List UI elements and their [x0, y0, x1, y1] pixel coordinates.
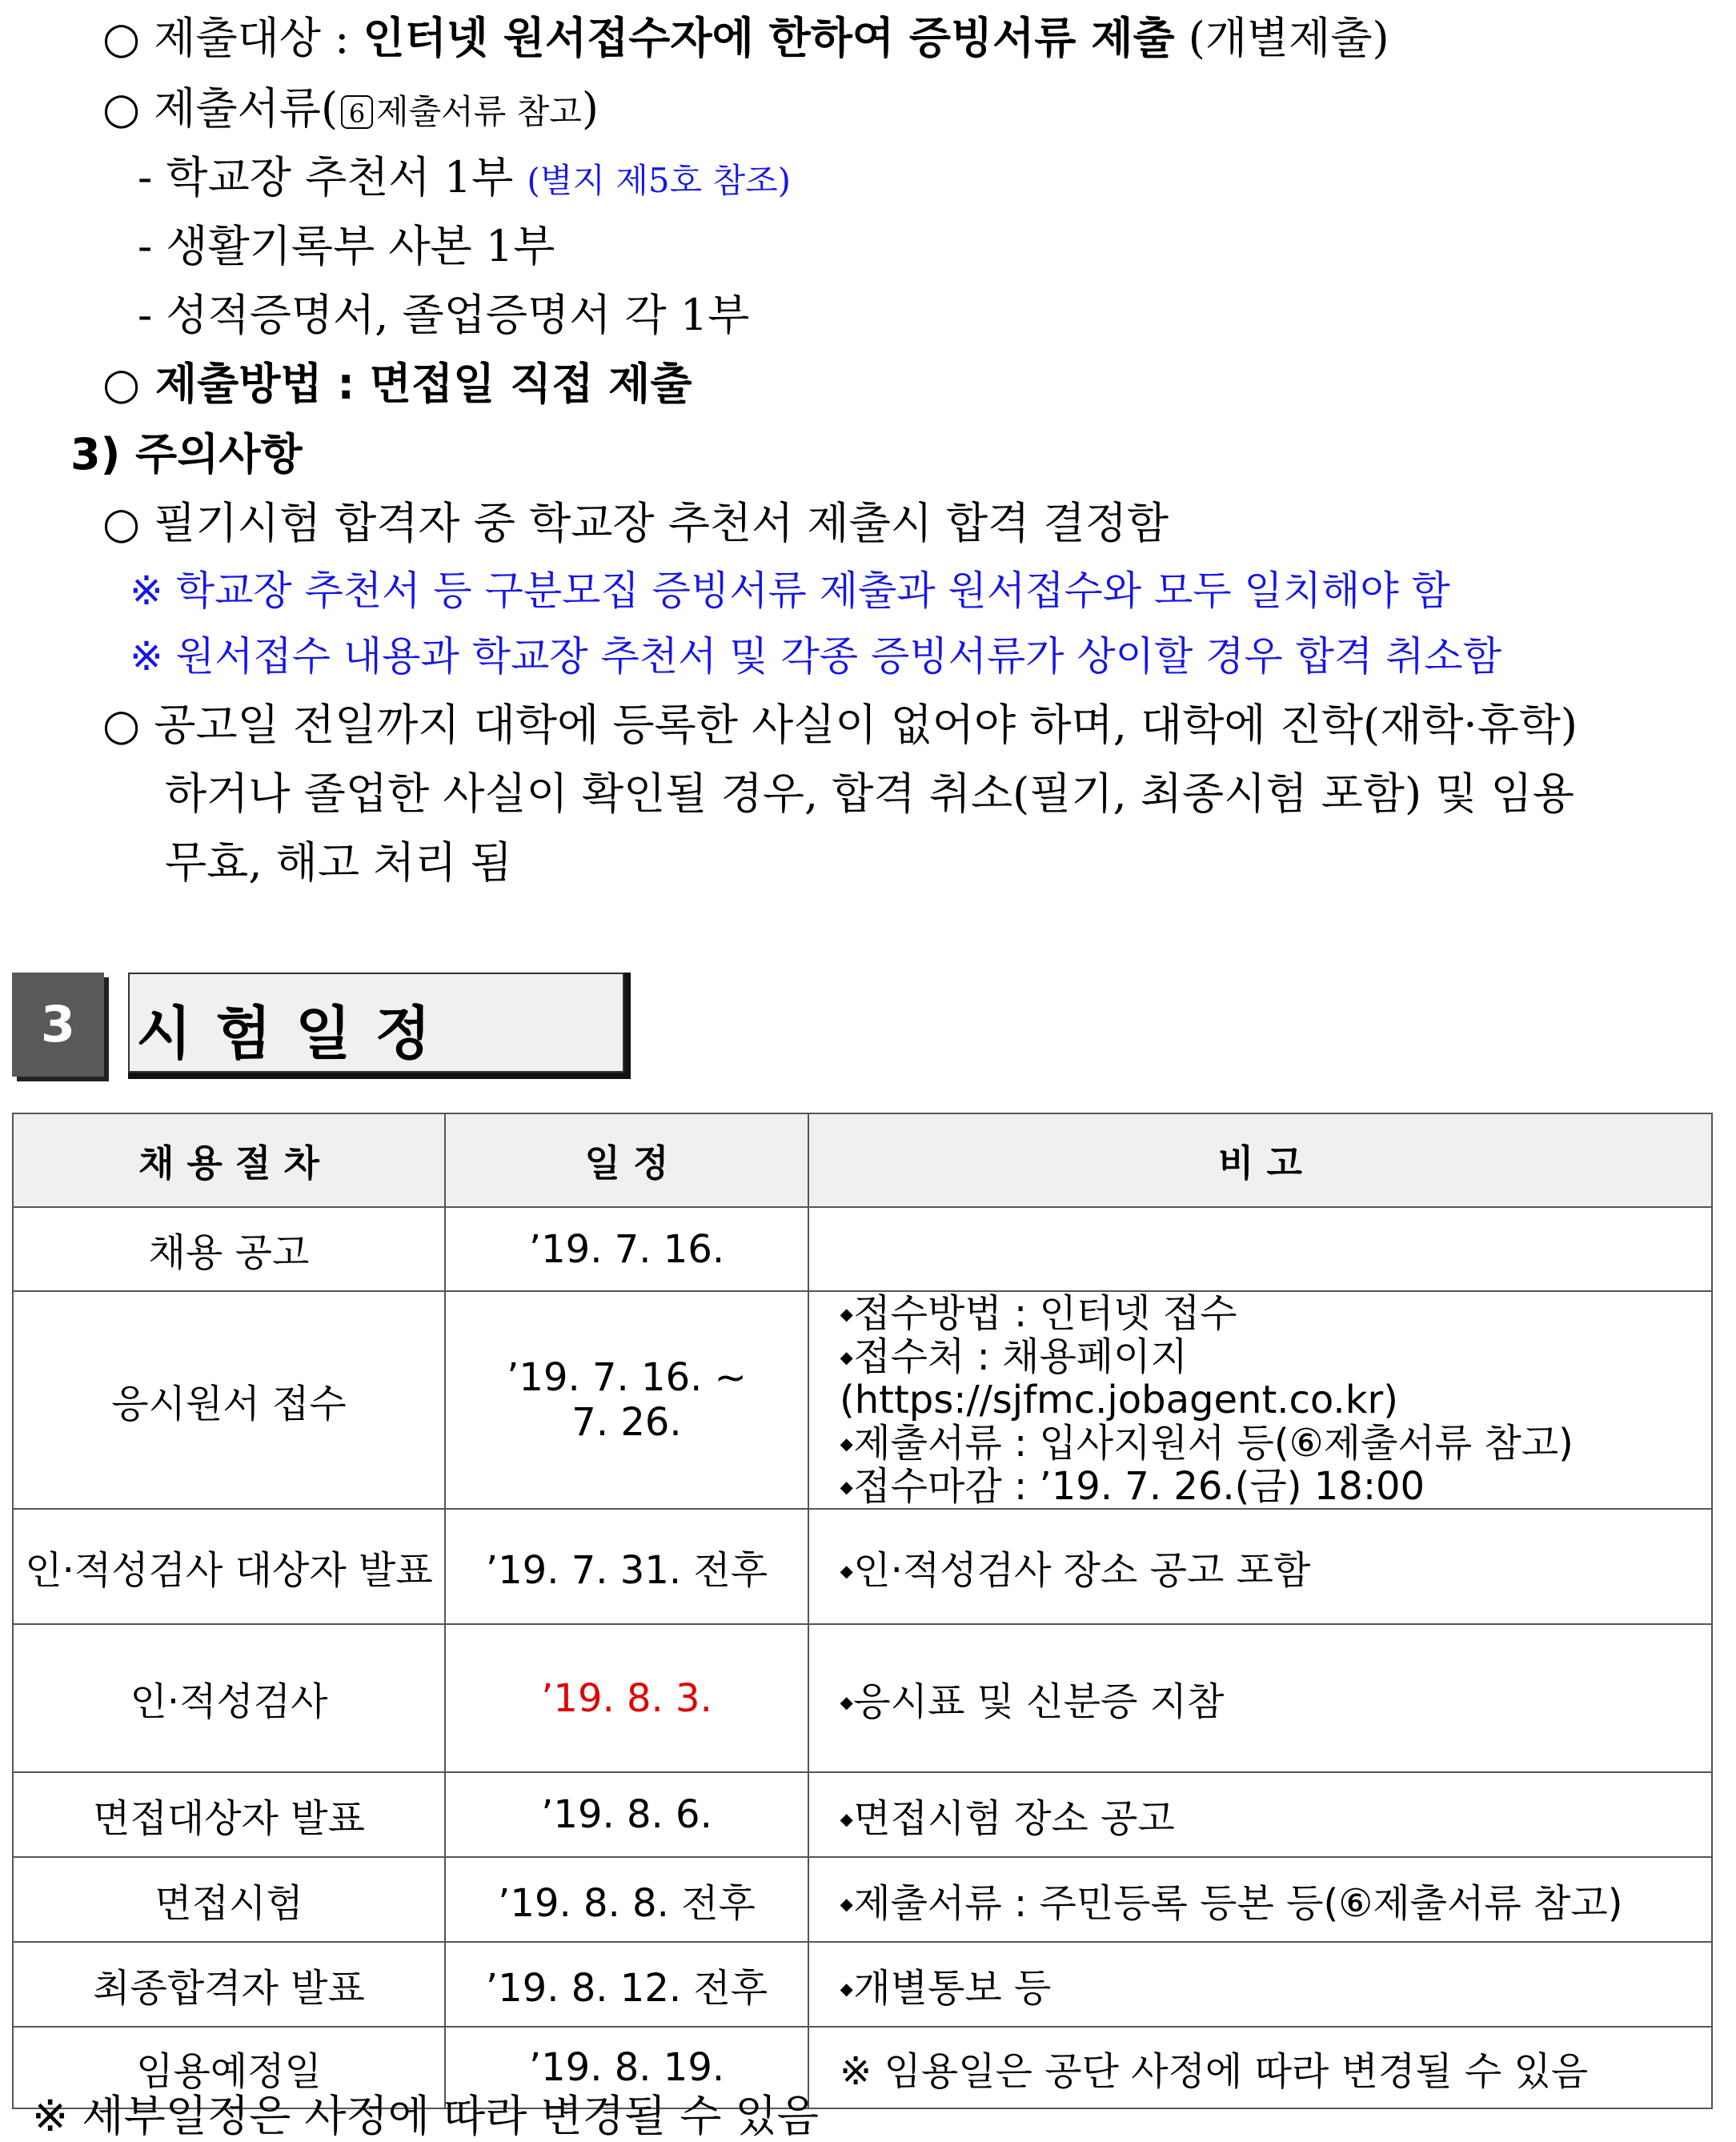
note-line: ⬩접수방법 : 인터넷 접수	[840, 1291, 1237, 1336]
notice-line-2a: ○ 공고일 전일까지 대학에 등록한 사실이 없어야 하며, 대학에 진학(재학·휴학)	[102, 700, 1578, 750]
table-row: 인·적성검사 대상자 발표 ’19. 7. 31. 전후 ⬩인·적성검사 장소 공고 포함	[13, 1509, 1712, 1624]
table-row: 최종합격자 발표 ’19. 8. 12. 전후 ⬩개별통보 등	[13, 1942, 1712, 2027]
footnote: ※ 세부일정은 사정에 따라 변경될 수 있음	[32, 2091, 819, 2141]
doc-item-certificates: - 성적증명서, 졸업증명서 각 1부	[138, 290, 750, 340]
note-line: ⬩접수마감 : ’19. 7. 26.(금) 18:00	[840, 1464, 1425, 1509]
notice-line-1: ○ 필기시험 합격자 중 학교장 추천서 제출시 합격 결정함	[102, 498, 1169, 548]
notice-blue-1: ※ 학교장 추천서 등 구분모집 증빙서류 제출과 원서접수와 모두 일치해야 함	[130, 568, 1450, 614]
notice-line-2c: 무효, 해고 처리 됨	[165, 837, 512, 888]
submission-target-line: ○ 제출대상 : 인터넷 원서접수자에 한하여 증빙서류 제출 (개별제출)	[102, 13, 1389, 63]
section-title-box	[128, 973, 631, 1079]
table-row: 임용예정일 ’19. 8. 19. ※ 임용일은 공단 사정에 따라 변경될 수 있음	[13, 2027, 1712, 2108]
note-line: ⬩접수처 : 채용페이지(https://sjfmc.jobagent.co.kr)	[840, 1334, 1398, 1422]
schedule-table	[12, 1113, 1713, 2109]
notice-heading: 3) 주의사항	[70, 429, 303, 479]
circled-number-icon: 6	[341, 95, 373, 129]
table-row: 면접대상자 발표 ’19. 8. 6. ⬩면접시험 장소 공고	[13, 1772, 1712, 1857]
table-row: 채용 공고 ’19. 7. 16.	[13, 1207, 1712, 1291]
table-header-row	[13, 1113, 1712, 1207]
note-line: ⬩제출서류 : 입사지원서 등(⑥제출서류 참고)	[840, 1421, 1574, 1466]
notice-blue-2: ※ 원서접수 내용과 학교장 추천서 및 각종 증빙서류가 상이할 경우 합격 취소함	[130, 633, 1502, 680]
submission-docs-line: ○ 제출서류( 6 제출서류 참고)	[102, 83, 599, 134]
submission-method-line: ○ 제출방법 : 면접일 직접 제출	[102, 359, 692, 409]
header-notes: 비 고	[808, 1113, 1712, 1207]
table-row: 인·적성검사 ’19. 8. 3. ⬩응시표 및 신분증 지참	[13, 1624, 1712, 1772]
header-date: 일 정	[445, 1113, 808, 1207]
table-row: 응시원서 접수 ’19. 7. 16. ~ 7. 26. ⬩접수방법 : 인터넷 접수 ⬩접수처 : 채용페이지(https://sjfmc.jobagent.co.kr) ⬩제출서류 : 입사지원서 등(⑥제출서류 참고) ⬩접수마감 : ’19. 7. 26.(금) 18:00	[13, 1291, 1712, 1509]
notice-line-2b: 하거나 졸업한 사실이 확인될 경우, 합격 취소(필기, 최종시험 포함) 및 임용	[165, 768, 1574, 819]
highlight-date: ’19. 8. 3.	[445, 1624, 808, 1772]
doc-item-recommendation: - 학교장 추천서 1부 (별지 제5호 참조)	[138, 152, 792, 203]
section-title: 시험일정	[136, 1000, 455, 1067]
doc-item-school-record: - 생활기록부 사본 1부	[138, 221, 555, 271]
section-number-badge: 3	[12, 973, 104, 1077]
header-step: 채 용 절 차	[13, 1113, 445, 1207]
table-row: 면접시험 ’19. 8. 8. 전후 ⬩제출서류 : 주민등록 등본 등(⑥제출서류 참고)	[13, 1857, 1712, 1942]
